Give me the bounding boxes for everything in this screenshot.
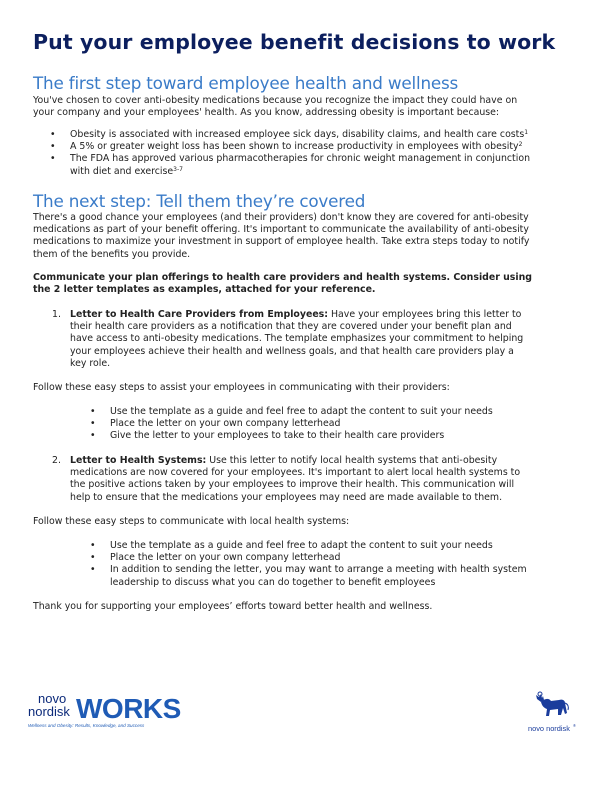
letter-1-line: Have your employees bring this letter to: [328, 309, 522, 320]
letter-1-line: your employees achieve their health and wellness goals, and that health care providers play a: [70, 345, 514, 357]
letter-2-line: Use this letter to notify local health systems that anti-obesity: [206, 455, 498, 466]
section-heading-first-step: The first step toward employee health and wellness: [33, 73, 459, 93]
logo-word-works: WORKS: [76, 693, 181, 724]
logo-word-nordisk: nordisk: [28, 704, 70, 719]
letter-2-follow-text: Follow these easy steps to communicate with local health systems:: [33, 516, 350, 527]
letter-1-steps-list: [90, 406, 570, 443]
section2-paragraph: [33, 212, 589, 261]
letter-1-follow-text: Follow these easy steps to assist your employees in communicating with their providers:: [33, 382, 450, 393]
list-item: • Place the letter on your own company letterhead: [90, 418, 570, 430]
letter-1-line: have access to anti-obesity medications. The template emphasizes your commitment to helping: [70, 333, 524, 345]
logo-registered-mark: ®: [573, 723, 576, 728]
list-item: • Use the template as a guide and feel free to adapt the content to suit your needs: [90, 406, 570, 418]
letter-1-description: [52, 309, 572, 370]
list-item: • In addition to sending the letter, you may want to arrange a meeting with health system leadership to discuss what you can do together to benefit employees: [90, 564, 570, 588]
item-number: 2.: [52, 455, 61, 466]
bold-line: the 2 letter templates as examples, attached for your reference.: [33, 284, 376, 296]
works-logo-graphic: [28, 688, 198, 738]
letter-2-steps-list: [90, 540, 570, 589]
section-heading-next-step: The next step: Tell them they’re covered: [33, 191, 366, 211]
logo-word-novo: novo: [38, 691, 67, 706]
intro-line-1: You've chosen to cover anti-obesity medications because you recognize the impact they could have on: [33, 95, 518, 106]
bold-line: Communicate your plan offerings to health care providers and health systems. Consider using: [33, 272, 532, 283]
paragraph-line: medications to maximize your investment in support of employee health. Take extra steps today to notify: [33, 236, 530, 248]
letter-2-line: help to ensure that the medications your employees may need are made available to them.: [70, 491, 503, 503]
list-item: • A 5% or greater weight loss has been shown to increase productivity in employees with obesity$^2$: [50, 141, 590, 153]
letter-2-line: medications are now covered for your employees. It's important to alert local health systems to: [70, 467, 521, 479]
obesity-facts-list: [50, 129, 590, 178]
apis-bull-icon: [525, 688, 585, 738]
letter-1-line: key role.: [70, 357, 111, 369]
list-item: • Use the template as a guide and feel free to adapt the content to suit your needs: [90, 540, 570, 552]
novo-nordisk-logo: [525, 688, 585, 738]
letter-2-description: [52, 455, 572, 504]
section1-intro: [33, 95, 589, 119]
list-item: • The FDA has approved various pharmacotherapies for chronic weight management in conjunction with diet and exercise$^{3-7}$: [50, 153, 590, 177]
letter-1-line: their health care providers as a notification that they are covered under your benefit plan and: [70, 321, 512, 333]
list-item: • Obesity is associated with increased employee sick days, disability claims, and health care costs$^1$: [50, 129, 590, 141]
novo-nordisk-works-logo: [28, 688, 198, 738]
paragraph-line: them of the benefits you provide.: [33, 248, 191, 260]
paragraph-line: medications as part of your benefit offering. It's important to communicate the availability of anti-obesity: [33, 224, 529, 236]
letter-1-label: Letter to Health Care Providers from Employees:: [70, 309, 329, 320]
list-item: • Place the letter on your own company letterhead: [90, 552, 570, 564]
letter-2-line: the positive actions taken by your employees to improve their health. This communication will: [70, 479, 515, 491]
paragraph-line: There's a good chance your employees (and their providers) don't know they are covered for anti-obesity: [33, 212, 529, 223]
logo-text-novo-nordisk: novo nordisk: [528, 724, 570, 733]
intro-line-2: your company and your employees' health. As you know, addressing obesity is important because:: [33, 107, 500, 119]
logo-tagline: Wellness and Obesity: Results, Knowledge, and Success: [28, 723, 145, 728]
page-title: Put your employee benefit decisions to work: [33, 30, 556, 54]
letter-2-label: Letter to Health Systems:: [70, 455, 207, 466]
item-number: 1.: [52, 309, 61, 320]
list-item: • Give the letter to your employees to take to their health care providers: [90, 430, 570, 442]
communicate-instruction: [33, 272, 589, 296]
closing-thanks: Thank you for supporting your employees’ efforts toward better health and wellness.: [33, 601, 433, 612]
